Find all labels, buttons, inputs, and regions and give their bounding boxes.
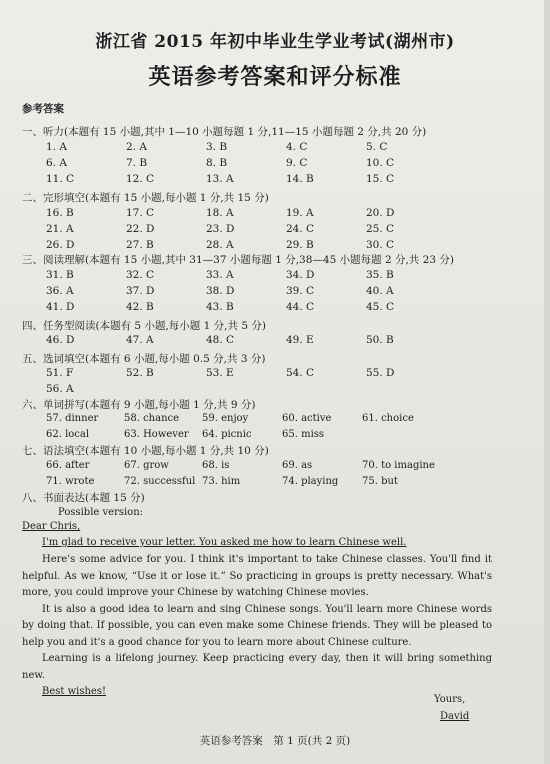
exam-title: 浙江省 2015 年初中毕业生学业考试(湖州市) xyxy=(95,32,455,52)
answer-item: 42. B xyxy=(126,301,154,313)
answer-item: 32. C xyxy=(126,269,155,281)
section-heading-listening: 一、听力(本题有 15 小题,其中 1—10 小题每题 1 分,11—15 小题每题 2 分,共 20 分) xyxy=(22,126,427,138)
answer-item: 66. after xyxy=(46,460,90,471)
answer-item: 64. picnic xyxy=(202,429,252,440)
answer-item: 16. B xyxy=(46,207,74,219)
answer-item: 39. C xyxy=(286,285,315,297)
essay-paragraph-1: Here's some advice for you. I think it's important to take Chinese classes. You'll find it helpful. As we know, “Use it or lose it.” So practicing in groups is pretty necessary. What's more, you could improve your Chinese by watching Chinese movies. xyxy=(22,554,492,598)
answer-row xyxy=(46,173,466,188)
section-heading-writing: 八、书面表达(本题 15 分) xyxy=(22,492,145,504)
answer-item: 26. D xyxy=(46,239,75,251)
answer-item: 55. D xyxy=(366,367,395,379)
answer-item: 28. A xyxy=(206,239,234,251)
answer-row xyxy=(46,141,466,156)
answer-item: 40. A xyxy=(366,285,394,297)
answer-item: 22. D xyxy=(126,223,155,235)
answer-item: 34. D xyxy=(286,269,315,281)
answer-item: 6. A xyxy=(46,157,67,169)
answer-item: 54. C xyxy=(286,367,315,379)
answer-item: 51. F xyxy=(46,367,74,379)
answer-item: 44. C xyxy=(286,301,315,313)
answer-item: 59. enjoy xyxy=(202,413,249,424)
answer-item: 61. choice xyxy=(362,413,414,424)
essay-intro: Possible version: xyxy=(58,507,144,518)
answer-item: 73. him xyxy=(202,476,241,487)
answer-item: 24. C xyxy=(286,223,315,235)
section-heading-word-choice: 五、选词填空(本题有 6 小题,每小题 0.5 分,共 3 分) xyxy=(22,353,266,365)
answer-item: 21. A xyxy=(46,223,74,235)
essay-paragraph-3: Learning is a lifelong journey. Keep practicing every day, then it will bring something new. xyxy=(22,653,492,681)
answer-row xyxy=(46,476,466,491)
answer-item: 41. D xyxy=(46,301,75,313)
essay-signature-name: David xyxy=(440,711,470,722)
document-title: 英语参考答案和评分标准 xyxy=(148,64,402,90)
answer-row xyxy=(46,334,466,349)
essay-closing: Best wishes! xyxy=(42,686,106,697)
answer-item: 19. A xyxy=(286,207,314,219)
answer-row xyxy=(46,269,466,284)
answer-item: 37. D xyxy=(126,285,155,297)
answer-row xyxy=(46,383,466,398)
answer-item: 3. B xyxy=(206,141,228,153)
answer-item: 67. grow xyxy=(124,460,169,471)
answer-item: 2. A xyxy=(126,141,147,153)
answer-item: 8. B xyxy=(206,157,228,169)
answer-item: 71. wrote xyxy=(46,476,95,487)
answer-item: 38. D xyxy=(206,285,235,297)
answer-item: 7. B xyxy=(126,157,148,169)
answer-item: 57. dinner xyxy=(46,413,99,424)
section-heading-reading: 三、阅读理解(本题有 15 小题,其中 31—37 小题每题 1 分,38—45 小题每题 2 分,共 23 分) xyxy=(22,254,454,266)
answer-item: 50. B xyxy=(366,334,394,346)
answer-item: 14. B xyxy=(286,173,314,185)
answer-row xyxy=(46,367,466,382)
answer-item: 35. B xyxy=(366,269,394,281)
answer-item: 65. miss xyxy=(282,429,325,440)
answer-row xyxy=(46,429,466,444)
answer-item: 12. C xyxy=(126,173,155,185)
section-heading-spelling: 六、单词拼写(本题有 9 小题,每小题 1 分,共 9 分) xyxy=(22,399,256,411)
page-edge-shadow xyxy=(544,0,550,764)
section-heading-cloze: 二、完形填空(本题有 15 小题,每小题 1 分,共 15 分) xyxy=(22,192,269,204)
essay-greeting: Dear Chris, xyxy=(22,521,81,532)
answer-item: 62. local xyxy=(46,429,90,440)
answer-row xyxy=(46,285,466,300)
answer-item: 17. C xyxy=(126,207,155,219)
answer-item: 52. B xyxy=(126,367,154,379)
answer-item: 60. active xyxy=(282,413,332,424)
answer-item: 63. However xyxy=(124,429,189,440)
answer-row xyxy=(46,207,466,222)
answer-item: 43. B xyxy=(206,301,234,313)
answer-item: 46. D xyxy=(46,334,75,346)
answer-item: 31. B xyxy=(46,269,74,281)
page-footer: 英语参考答案 第 1 页(共 2 页) xyxy=(199,735,351,747)
answer-item: 53. E xyxy=(206,367,234,379)
essay-opening-line: I'm glad to receive your letter. You asked me how to learn Chinese well. xyxy=(42,537,407,548)
answer-item: 49. E xyxy=(286,334,314,346)
answer-item: 58. chance xyxy=(124,413,180,424)
answer-item: 75. but xyxy=(362,476,398,487)
answer-item: 23. D xyxy=(206,223,235,235)
answer-item: 47. A xyxy=(126,334,154,346)
answer-item: 30. C xyxy=(366,239,395,251)
answer-item: 29. B xyxy=(286,239,314,251)
reference-answers-label: 参考答案 xyxy=(22,103,64,115)
section-heading-grammar: 七、语法填空(本题有 10 小题,每小题 1 分,共 10 分) xyxy=(22,445,269,457)
essay-sign-off: Yours, xyxy=(434,694,466,705)
essay-paragraph-2: It is also a good idea to learn and sing Chinese songs. You'll learn more Chinese words by doing that. If possible, you can even make some Chinese friends. They will be pleased to help you and it's a good chance for you to learn more about Chinese culture. xyxy=(22,603,492,648)
answer-row xyxy=(46,413,466,428)
answer-row xyxy=(46,223,466,238)
answer-item: 4. C xyxy=(286,141,308,153)
answer-row xyxy=(46,157,466,172)
answer-item: 1. A xyxy=(46,141,67,153)
answer-item: 10. C xyxy=(366,157,395,169)
section-heading-task-reading: 四、任务型阅读(本题有 5 小题,每小题 1 分,共 5 分) xyxy=(22,320,266,332)
answer-item: 5. C xyxy=(366,141,388,153)
answer-item: 15. C xyxy=(366,173,395,185)
answer-row xyxy=(46,301,466,316)
answer-item: 72. successful xyxy=(124,476,196,487)
answer-item: 11. C xyxy=(46,173,75,185)
answer-item: 13. A xyxy=(206,173,234,185)
essay-body xyxy=(22,552,492,684)
answer-item: 48. C xyxy=(206,334,235,346)
answer-item: 33. A xyxy=(206,269,234,281)
answer-item: 69. as xyxy=(282,460,313,471)
answer-item: 68. is xyxy=(202,460,230,471)
answer-item: 20. D xyxy=(366,207,395,219)
answer-item: 25. C xyxy=(366,223,395,235)
answer-item: 56. A xyxy=(46,383,74,395)
answer-item: 45. C xyxy=(366,301,395,313)
answer-row xyxy=(46,460,466,475)
answer-item: 9. C xyxy=(286,157,308,169)
answer-item: 27. B xyxy=(126,239,154,251)
answer-item: 74. playing xyxy=(282,476,339,487)
answer-item: 18. A xyxy=(206,207,234,219)
answer-item: 70. to imagine xyxy=(362,460,435,471)
answer-item: 36. A xyxy=(46,285,74,297)
